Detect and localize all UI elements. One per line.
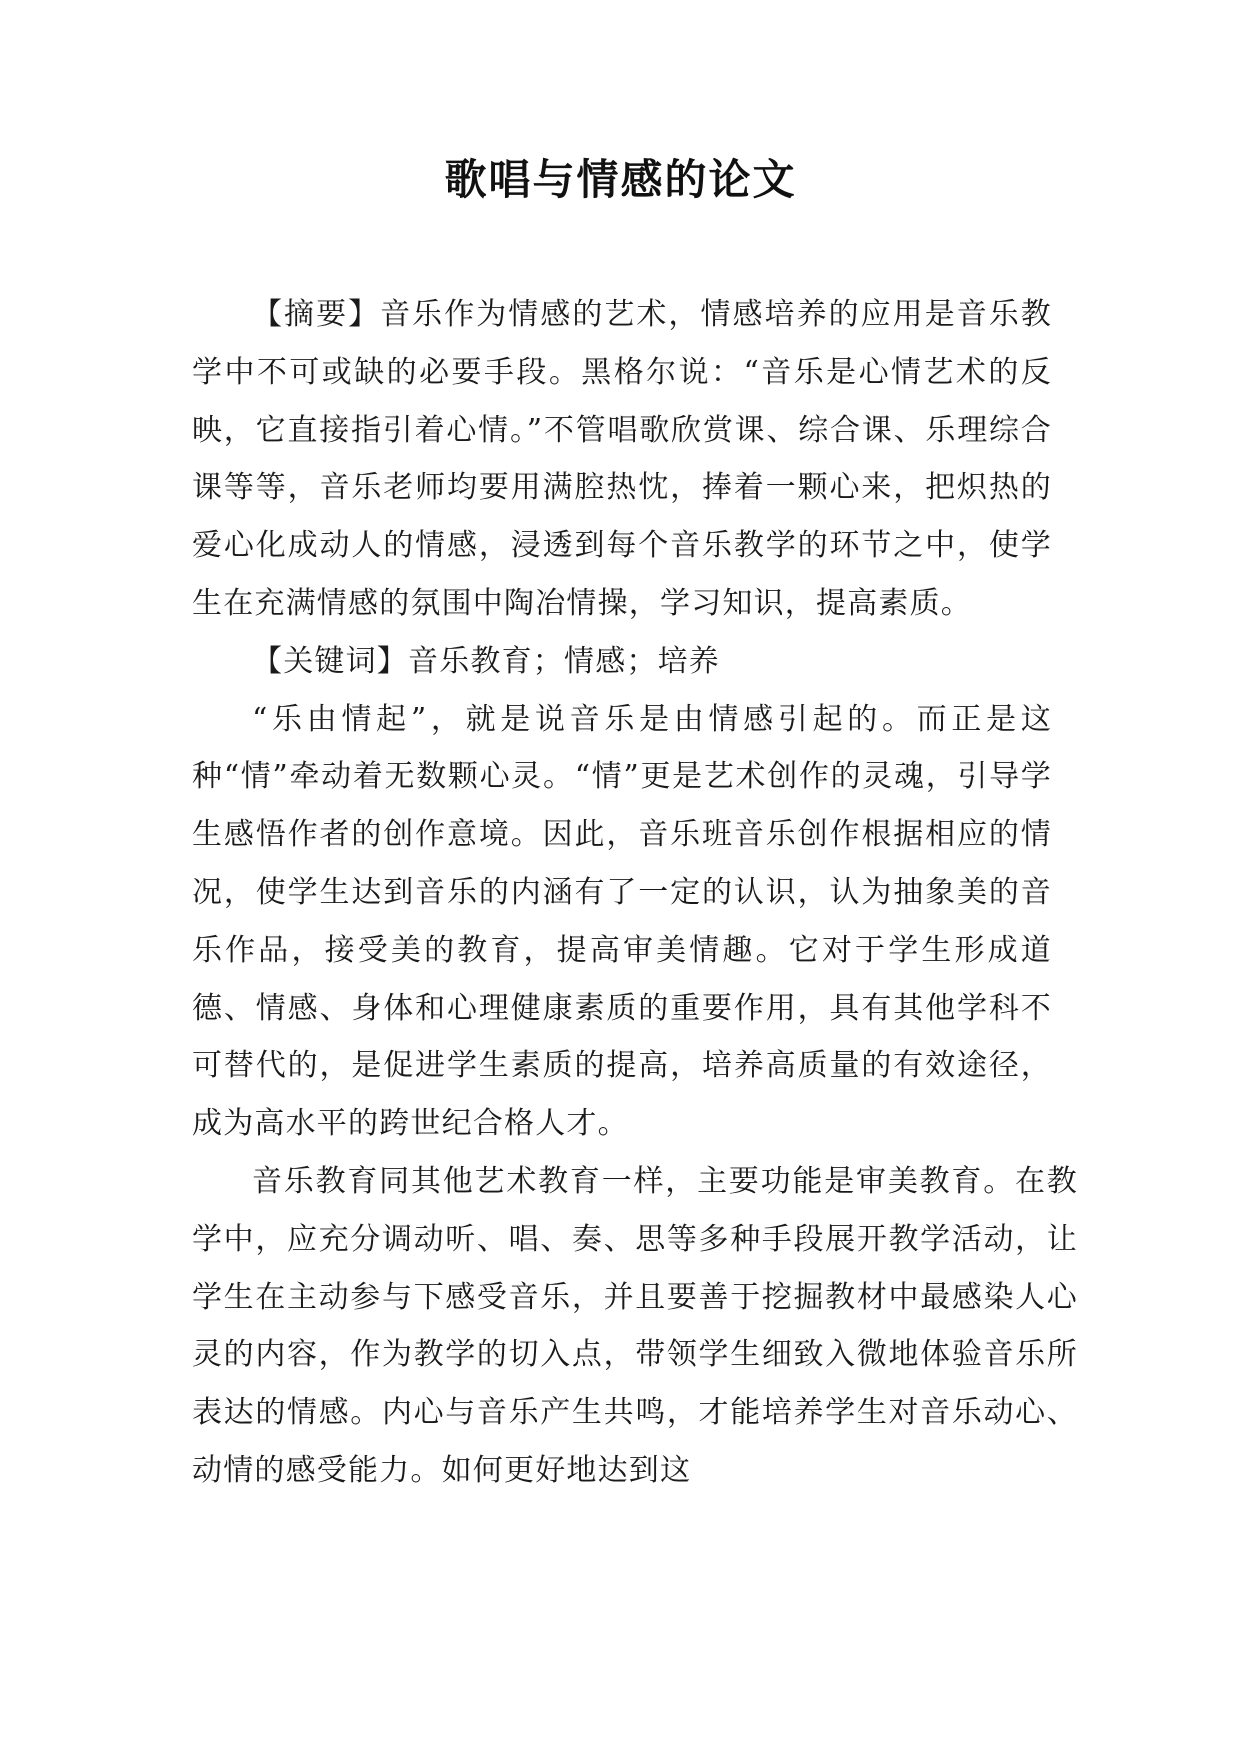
keywords-paragraph: 【关键词】音乐教育；情感；培养 bbox=[252, 643, 720, 679]
body-paragraph: “乐由情起”，就是说音乐是由情感引起的。而正是这种“情”牵动着无数颗心灵。“情”更是艺术创作的灵魂，引导学生感悟作者的创作意境。因此，音乐班音乐创作根据相应的情况，使学生达到音乐的内涵有了一定的认识，认为抽象美的音乐作品，接受美的教育，提高审美情趣。它对于学生形成道德、情感、身体和心理健康素质的重要作用，具有其他学科不可替代的，是促进学生素质的提高，培养高质量的有效途径，成为高水平的跨世纪合格人才。 bbox=[192, 701, 1052, 1142]
abstract-paragraph: 【摘要】音乐作为情感的艺术，情感培养的应用是音乐教学中不可或缺的必要手段。黑格尔说：“音乐是心情艺术的反映，它直接指引着心情。”不管唱歌欣赏课、综合课、乐理综合课等等，音乐老师均要用满腔热忱，捧着一颗心来，把炽热的爱心化成动人的情感，浸透到每个音乐教学的环节之中，使学生在充满情感的氛围中陶冶情操，学习知识，提高素质。 bbox=[192, 297, 1052, 621]
body-paragraph: 音乐教育同其他艺术教育一样，主要功能是审美教育。在教学中，应充分调动听、唱、奏、思等多种手段展开教学活动，让学生在主动参与下感受音乐，并且要善于挖掘教材中最感染人心灵的内容，作为教学的切入点，带领学生细致入微地体验音乐所表达的情感。内心与音乐产生共鸣，才能培养学生对音乐动心、动情的感受能力。如何更好地达到这 bbox=[192, 1163, 1078, 1488]
document-title: 歌唱与情感的论文 bbox=[444, 155, 797, 204]
document-body bbox=[192, 286, 1078, 1500]
